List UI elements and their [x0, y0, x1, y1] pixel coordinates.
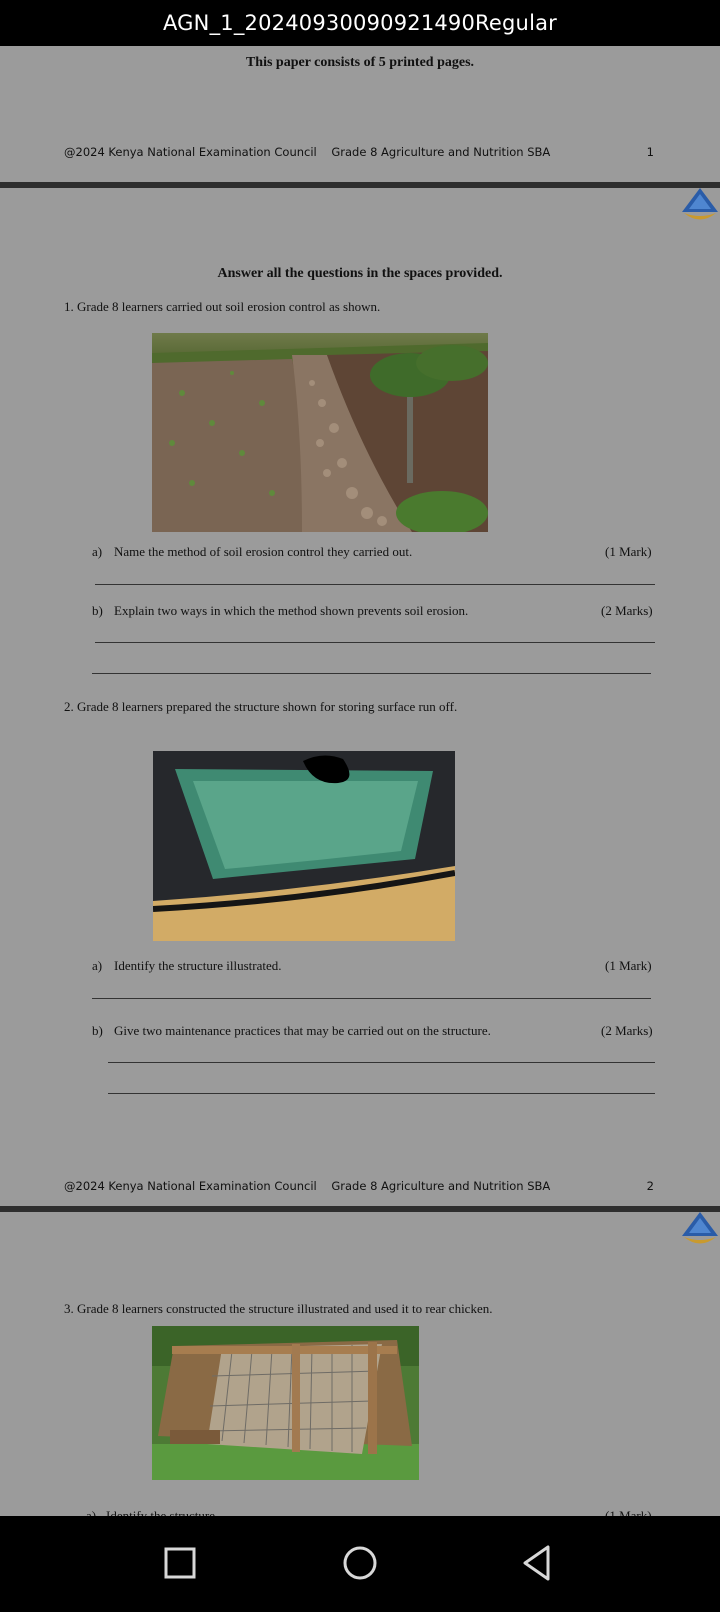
instruction-text: Answer all the questions in the spaces provided. [217, 266, 503, 281]
knec-logo-icon [680, 186, 720, 222]
question-2b-label: b) [92, 1023, 103, 1038]
document-title-bar [0, 0, 720, 46]
question-1b-label: b) [92, 603, 103, 618]
pages-note: This paper consists of 5 printed pages. [245, 55, 475, 70]
question-1b-text: Explain two ways in which the method shown prevents soil erosion. [114, 603, 469, 618]
document-title: AGN_1_20240930090921490Regular [162, 11, 558, 35]
question-1b-marks: (2 Marks) [601, 603, 653, 618]
answer-line[interactable] [95, 642, 655, 643]
question-2b-marks: (2 Marks) [601, 1023, 653, 1038]
footer-text: @2024 Kenya National Examination Council Grade 8 Agriculture and Nutrition SBA [64, 145, 551, 159]
footer-text: @2024 Kenya National Examination Council Grade 8 Agriculture and Nutrition SBA [64, 1179, 551, 1193]
question-2b-text: Give two maintenance practices that may be carried out on the structure. [114, 1023, 491, 1038]
soil-erosion-photo [152, 333, 488, 532]
question-1a-marks: (1 Mark) [605, 544, 652, 559]
page-2 [0, 188, 720, 1206]
answer-line[interactable] [92, 998, 651, 999]
answer-line[interactable] [108, 1093, 655, 1094]
question-2-text: 2. Grade 8 learners prepared the structure shown for storing surface run off. [64, 699, 458, 714]
answer-line[interactable] [108, 1062, 655, 1063]
circle-home-icon[interactable] [337, 1540, 383, 1586]
question-2a-marks: (1 Mark) [605, 958, 652, 973]
question-3-text: 3. Grade 8 learners constructed the structure illustrated and used it to rear chicken. [64, 1301, 493, 1316]
page-number: 1 [646, 145, 654, 159]
square-recents-icon[interactable] [157, 1540, 203, 1586]
page-number: 2 [646, 1179, 654, 1193]
triangle-back-icon[interactable] [515, 1540, 561, 1586]
system-navigation-bar [0, 1516, 720, 1612]
chicken-coop-photo [152, 1326, 419, 1480]
answer-line[interactable] [92, 673, 651, 674]
question-2a-text: Identify the structure illustrated. [114, 958, 282, 973]
page-3 [0, 1212, 720, 1516]
answer-line[interactable] [95, 584, 655, 585]
knec-logo-icon [680, 1210, 720, 1246]
question-1-text: 1. Grade 8 learners carried out soil erosion control as shown. [64, 299, 381, 314]
page-1 [0, 46, 720, 182]
question-2a-label: a) [92, 958, 103, 973]
question-1a-label: a) [92, 544, 103, 559]
water-pan-photo [153, 751, 455, 941]
question-1a-text: Name the method of soil erosion control they carried out. [114, 544, 413, 559]
